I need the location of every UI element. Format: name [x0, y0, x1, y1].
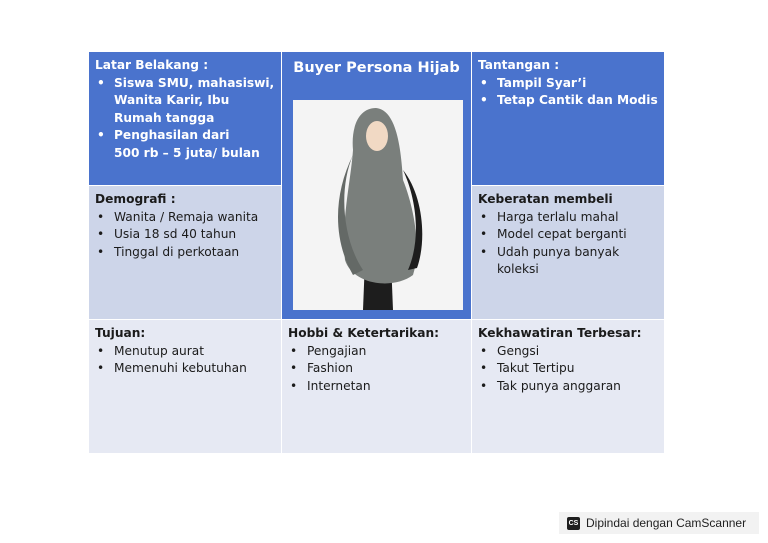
latar-income-range: 500 rb – 5 juta/ bulan — [114, 145, 260, 160]
hijab-model-photo — [293, 100, 463, 310]
hobbi-item: • Internetan — [288, 378, 465, 396]
keberatan-item: • Udah punya banyak koleksi — [478, 244, 658, 279]
kekhawatiran-title: Kekhawatiran Terbesar: — [478, 326, 642, 340]
hobbi-item: • Pengajian — [288, 343, 465, 361]
hobbi-title: Hobbi & Ketertarikan: — [288, 326, 440, 340]
latar-item: • Siswa SMU, mahasiswi, Wanita Karir, Ibu Rumah tangga — [95, 75, 275, 128]
kekhawatiran-cell — [472, 320, 665, 454]
tantangan-title: Tantangan : — [478, 58, 560, 72]
kekhawatiran-item: • Gengsi — [478, 343, 658, 361]
tujuan-item: • Memenuhi kebutuhan — [95, 360, 275, 378]
demografi-item: • Wanita / Remaja wanita — [95, 209, 275, 227]
tantangan-item: • Tetap Cantik dan Modis — [478, 92, 658, 110]
latar-belakang-cell — [89, 52, 282, 186]
persona-table — [89, 52, 665, 454]
demografi-cell — [89, 186, 282, 320]
keberatan-item: • Harga terlalu mahal — [478, 209, 658, 227]
demografi-title: Demografi : — [95, 192, 176, 206]
tantangan-cell — [472, 52, 665, 186]
tantangan-item: • Tampil Syar’i — [478, 75, 658, 93]
hobbi-cell — [282, 320, 472, 454]
camscanner-logo-icon: CS — [567, 517, 580, 530]
kekhawatiran-item: • Takut Tertipu — [478, 360, 658, 378]
tujuan-title: Tujuan: — [95, 326, 146, 340]
demografi-item: • Tinggal di perkotaan — [95, 244, 275, 262]
demografi-item: • Usia 18 sd 40 tahun — [95, 226, 275, 244]
tujuan-item: • Menutup aurat — [95, 343, 275, 361]
keberatan-item: • Model cepat berganti — [478, 226, 658, 244]
page-title: Buyer Persona Hijab — [293, 60, 460, 76]
keberatan-cell — [472, 186, 665, 320]
latar-belakang-title: Latar Belakang : — [95, 58, 209, 72]
keberatan-title: Keberatan membeli — [478, 192, 613, 206]
latar-item: • Penghasilan dari — [95, 127, 275, 145]
camscanner-text: Dipindai dengan CamScanner — [586, 516, 747, 530]
tujuan-cell — [89, 320, 282, 454]
hobbi-item: • Fashion — [288, 360, 465, 378]
camscanner-badge — [559, 512, 759, 534]
center-cell — [282, 52, 472, 320]
kekhawatiran-item: • Tak punya anggaran — [478, 378, 658, 396]
